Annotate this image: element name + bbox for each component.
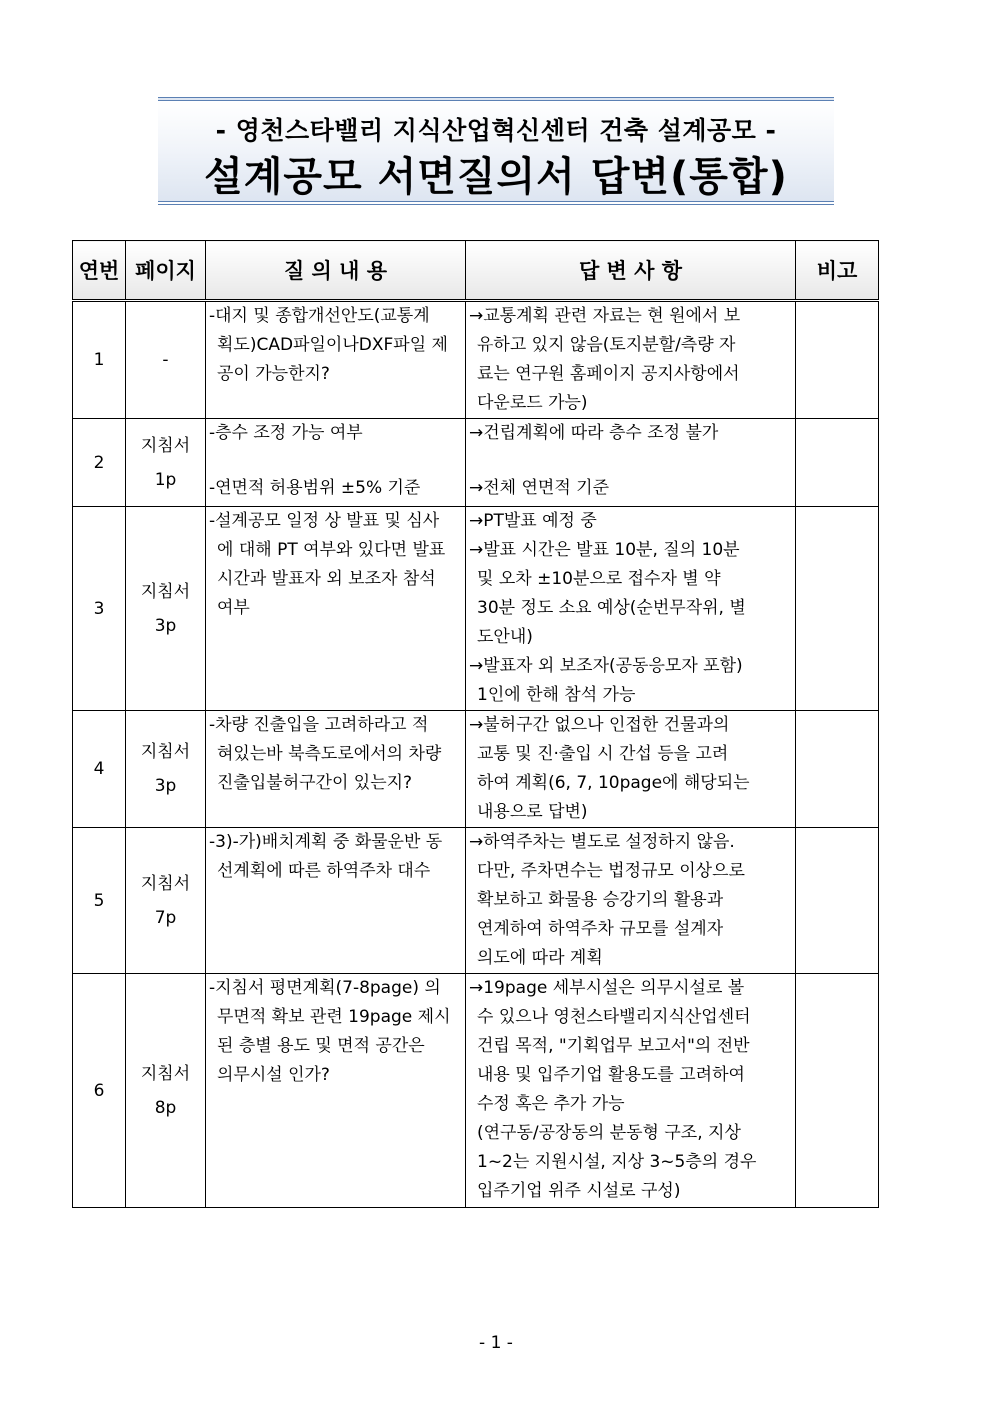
question-line: 공이 가능한지? [217,364,330,384]
row-page [126,301,206,419]
question-line: 에 대해 PT 여부와 있다면 발표 [217,540,446,560]
column-header-number: 연번 [73,241,126,301]
answer-line: 교통 및 진·출입 시 간섭 등을 고려 [477,744,729,764]
table-row [73,711,879,828]
table-row [73,507,879,711]
answer-line: 입주기업 위주 시설로 구성) [477,1181,681,1201]
row-question [206,828,466,974]
row-question [206,974,466,1208]
page-ref: 지침서 [140,742,191,762]
question-line: -3)-가)배치계획 중 화물운반 동 [209,832,443,852]
row-number: 6 [73,974,126,1208]
answer-line: →발표 시간은 발표 10분, 질의 10분 [469,540,740,560]
answer-line: 유하고 있지 않음(토지분할/측량 자 [477,335,736,355]
answer-line: →하역주차는 별도로 설정하지 않음. [469,832,735,852]
spacer [206,448,465,474]
page-ref: 3p [154,776,177,796]
answer-line: →19page 세부시설은 의무시설로 볼 [469,978,745,998]
table-row [73,301,879,419]
answer-line: →불허구간 없으나 인접한 건물과의 [469,715,730,735]
answer-line: →전체 연면적 기준 [469,478,610,498]
answer-line: 30분 정도 소요 예상(순번무작위, 별 [477,598,746,618]
table-header-row [73,241,879,301]
row-page [126,974,206,1208]
answer-line: 수정 혹은 추가 가능 [477,1094,625,1114]
row-number: 3 [73,507,126,711]
row-page [126,419,206,507]
question-line: -지침서 평면계획(7-8page) 의 [209,978,441,998]
question-line: 진출입불허구간이 있는지? [217,773,413,793]
page-ref: 1p [154,469,177,490]
row-number: 4 [73,711,126,828]
document-title: 설계공모 서면질의서 답변(통합) [204,154,788,200]
answer-line: 의도에 따라 계획 [477,948,603,968]
question-line: -대지 및 종합개선안도(교통계 [209,306,430,326]
row-note [796,301,879,419]
question-line: 시간과 발표자 외 보조자 참석 [217,569,436,589]
row-answer [466,711,796,828]
question-line: 된 층별 용도 및 면적 공간은 [217,1036,425,1056]
answer-line: 및 오차 ±10분으로 접수자 별 약 [477,569,721,589]
answer-line: →PT발표 예정 중 [469,511,597,531]
answer-line: →건립계획에 따라 층수 조정 불가 [469,423,719,443]
row-question [206,419,466,507]
answer-line: 하여 계획(6, 7, 10page에 해당되는 [477,773,750,793]
question-line: 획도)CAD파일이나DXF파일 제 [217,335,448,355]
row-question [206,301,466,419]
answer-line: 1~2는 지원시설, 지상 3~5층의 경우 [477,1152,757,1172]
row-page [126,711,206,828]
answer-line: 다만, 주차면수는 법정규모 이상으로 [477,861,745,881]
question-line: 무면적 확보 관련 19page 제시 [217,1007,451,1027]
row-answer [466,301,796,419]
question-line: -설계공모 일정 상 발표 및 심사 [209,511,440,531]
row-note [796,507,879,711]
row-note [796,974,879,1208]
spacer [466,448,795,474]
row-page [126,828,206,974]
document-subtitle: - 영천스타밸리 지식산업혁신센터 건축 설계공모 - [215,116,777,145]
page-ref: 8p [154,1097,177,1118]
page-ref: 지침서 [140,873,191,894]
qa-table [72,240,879,1208]
answer-line: 연계하여 하역주차 규모를 설계자 [477,919,724,939]
row-answer [466,419,796,507]
answer-line: 료는 연구원 홈페이지 공지사항에서 [477,364,740,384]
table-row [73,974,879,1208]
row-answer [466,828,796,974]
row-note [796,828,879,974]
page-ref: 지침서 [140,435,191,456]
column-header-question: 질 의 내 용 [206,241,466,301]
question-line: -차량 진출입을 고려하라고 적 [209,715,429,735]
row-answer [466,974,796,1208]
answer-line: (연구동/공장동의 분동형 구조, 지상 [477,1123,741,1143]
answer-line: 수 있으나 영천스타밸리지식산업센터 [477,1007,751,1027]
page-ref: 3p [154,615,177,636]
page-number: - 1 - [479,1333,513,1353]
page-ref: 지침서 [140,581,191,602]
page-ref: 지침서 [140,1063,191,1084]
question-line: 선계획에 따른 하역주차 대수 [217,861,431,881]
answer-line: 1인에 한해 참석 가능 [477,685,636,705]
column-header-answer: 답 변 사 항 [466,241,796,301]
answer-line: 다운로드 가능) [477,393,588,413]
question-line: 혀있는바 북측도로에서의 차량 [217,744,442,764]
answer-line: 도안내) [477,627,533,647]
row-number: 2 [73,419,126,507]
answer-line: →교통계획 관련 자료는 현 원에서 보 [469,306,741,326]
column-header-page: 페이지 [126,241,206,301]
row-question [206,507,466,711]
answer-line: 내용으로 답변) [477,802,588,822]
answer-line: 건립 목적, "기획업무 보고서"의 전반 [477,1036,750,1056]
question-line: -연면적 허용범위 ±5% 기준 [209,478,421,498]
row-number: 1 [73,301,126,419]
question-line: 여부 [217,598,250,618]
table-row [73,419,879,507]
page-ref: - [162,350,169,370]
page-ref: 7p [154,907,177,928]
table-row [73,828,879,974]
row-question [206,711,466,828]
row-note [796,419,879,507]
answer-line: 내용 및 입주기업 활용도를 고려하여 [477,1065,745,1085]
row-note [796,711,879,828]
row-page [126,507,206,711]
row-answer [466,507,796,711]
column-header-note: 비고 [796,241,879,301]
question-line: 의무시설 인가? [217,1065,330,1085]
question-line: -층수 조정 가능 여부 [209,423,363,443]
title-box [158,97,834,205]
answer-line: 확보하고 화물용 승강기의 활용과 [477,890,724,910]
answer-line: →발표자 외 보조자(공동응모자 포함) [469,656,743,676]
row-number: 5 [73,828,126,974]
